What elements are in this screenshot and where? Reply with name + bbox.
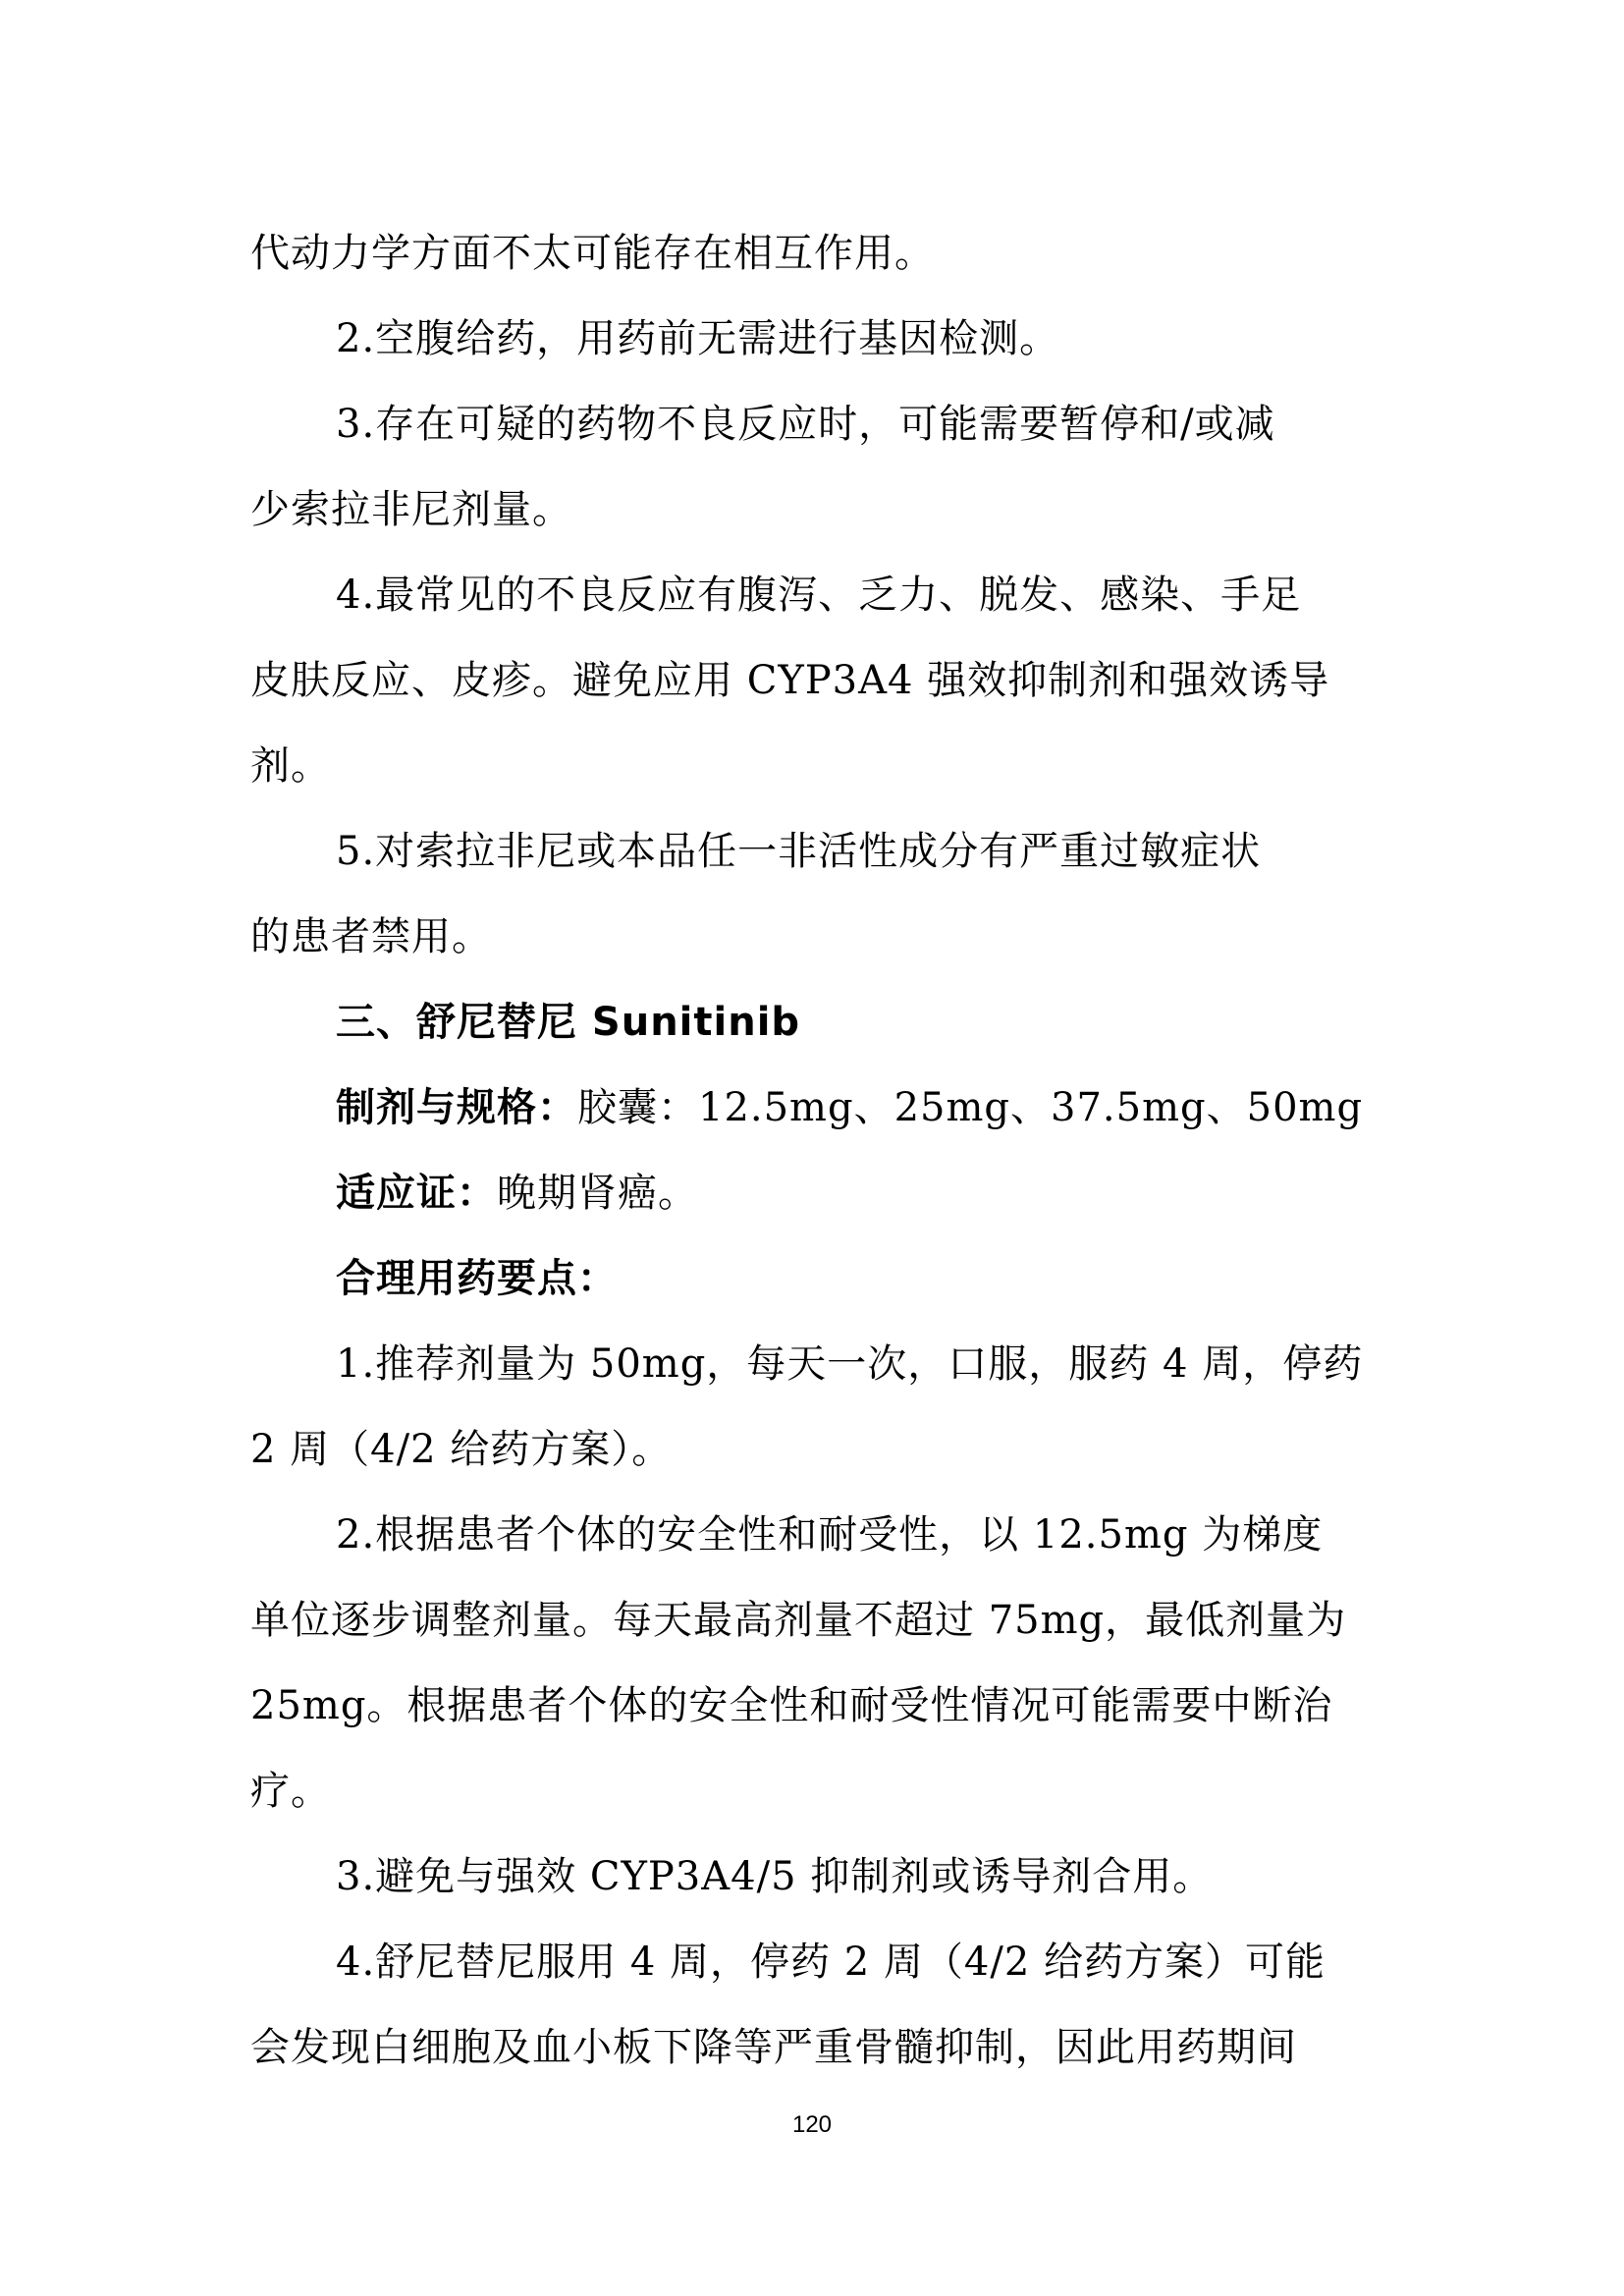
paragraph-line: 25mg。根据患者个体的安全性和耐受性情况可能需要中断治	[250, 1683, 1333, 1728]
key-points-label: 合理用药要点：	[336, 1256, 618, 1301]
paragraph-line: 疗。	[250, 1769, 331, 1814]
paragraph-line: 会发现白细胞及血小板下降等严重骨髓抑制，因此用药期间	[250, 2025, 1297, 2070]
paragraph-line: 2.根据患者个体的安全性和耐受性，以 12.5mg 为梯度	[336, 1512, 1324, 1558]
indication-value: 晚期肾癌。	[497, 1171, 698, 1216]
page-number: 120	[791, 2111, 833, 2138]
paragraph-line: 4.最常见的不良反应有腹泻、乏力、脱发、感染、手足	[336, 573, 1302, 618]
indication-label: 适应证：	[336, 1171, 497, 1216]
paragraph-line: 5.对索拉非尼或本品任一非活性成分有严重过敏症状	[336, 829, 1262, 874]
paragraph-line: 4.舒尼替尼服用 4 周，停药 2 周（4/2 给药方案）可能	[336, 1940, 1326, 1985]
indication-line	[250, 1151, 1389, 1236]
paragraph-line: 单位逐步调整剂量。每天最高剂量不超过 75mg，最低剂量为	[250, 1598, 1347, 1643]
paragraph-line: 皮肤反应、皮疹。避免应用 CYP3A4 强效抑制剂和强效诱导	[250, 658, 1330, 703]
paragraph-line: 少索拉非尼剂量。	[250, 487, 572, 532]
paragraph-line: 3.存在可疑的药物不良反应时，可能需要暂停和/或减	[336, 402, 1275, 447]
paragraph-line: 的患者禁用。	[250, 914, 492, 959]
document-body	[250, 211, 1389, 2091]
section-heading: 三、舒尼替尼 Sunitinib	[336, 1000, 801, 1045]
formulation-value: 胶囊：12.5mg、25mg、37.5mg、50mg	[577, 1085, 1364, 1130]
paragraph-line: 2 周（4/2 给药方案）。	[250, 1427, 673, 1472]
paragraph-line: 2.空腹给药，用药前无需进行基因检测。	[336, 316, 1060, 361]
formulation-line	[250, 1066, 1389, 1151]
paragraph-line: 1.推荐剂量为 50mg，每天一次，口服，服药 4 周，停药	[336, 1341, 1364, 1387]
paragraph-line: 剂。	[250, 743, 331, 789]
paragraph-line: 3.避免与强效 CYP3A4/5 抑制剂或诱导剂合用。	[336, 1854, 1214, 1899]
paragraph-line: 代动力学方面不太可能存在相互作用。	[250, 231, 935, 276]
formulation-label: 制剂与规格：	[336, 1085, 577, 1130]
